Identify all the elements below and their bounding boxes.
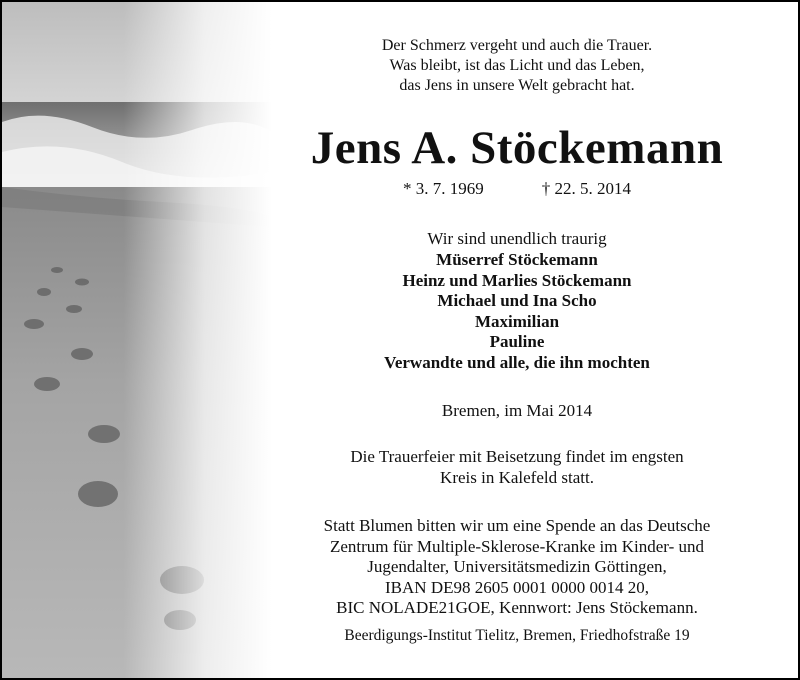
funeral-line: Kreis in Kalefeld statt. [440,467,594,487]
death-date: † 22. 5. 2014 [541,179,631,198]
donation-line: Zentrum für Multiple-Sklerose-Kranke im Kinder- und [329,536,705,556]
donation-line: Statt Blumen bitten wir um eine Spende an das Deutsche [323,516,711,535]
donation-line: Jugendalter, Universitätsmedizin Göttingen, [367,557,667,576]
quote-line: Der Schmerz vergeht und auch die Trauer. [381,37,653,54]
mourning-intro: Wir sind unendlich traurig [427,229,607,248]
birth-date: * 3. 7. 1969 [403,179,484,198]
donation-info [232,516,800,619]
life-dates [232,178,800,200]
mourner-name: Pauline [489,332,545,351]
memorial-quote [232,36,800,96]
mourners-list [232,250,800,373]
deceased-name: Jens A. Stöckemann [310,122,724,174]
mourner-name: Maximilian [474,311,560,331]
mourner-name: Müserref Stöckemann [436,250,598,269]
quote-line: Was bleibt, ist das Licht und das Leben, [389,57,645,74]
funeral-home: Beerdigungs-Institut Tielitz, Bremen, Friedhofstraße 19 [344,627,690,644]
place-date: Bremen, im Mai 2014 [441,401,593,420]
mourner-name: Verwandte und alle, die ihn mochten [384,352,650,372]
donation-line: BIC NOLADE21GOE, Kennwort: Jens Stöckemann. [336,598,698,617]
notice-text [2,2,798,678]
donation-line: IBAN DE98 2605 0001 0000 0014 20, [385,577,649,597]
mourner-name: Michael und Ina Scho [437,291,597,310]
funeral-line: Die Trauerfeier mit Beisetzung findet im engsten [350,447,684,466]
quote-line: das Jens in unsere Welt gebracht hat. [399,77,635,94]
mourner-name: Heinz und Marlies Stöckemann [402,270,632,290]
funeral-info [232,447,800,488]
